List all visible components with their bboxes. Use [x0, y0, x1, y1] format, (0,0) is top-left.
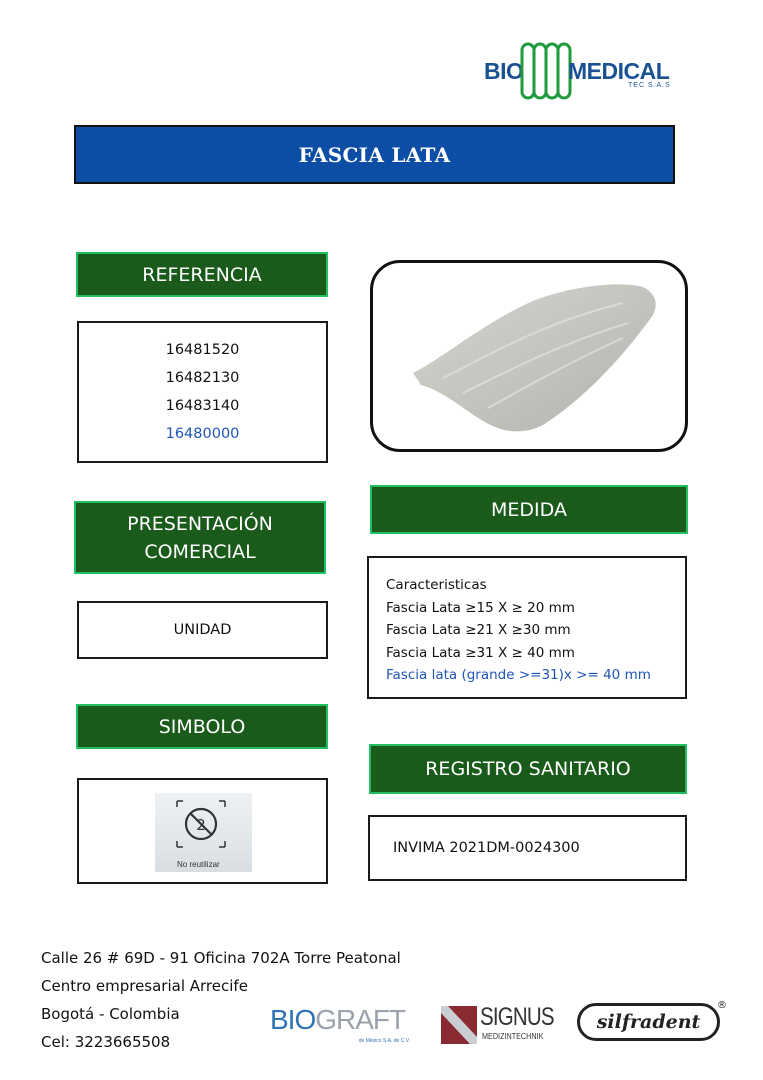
referencia-code: 16483140	[165, 398, 240, 414]
silfradent-pill	[577, 1003, 720, 1041]
logo-helix-icon	[520, 42, 572, 100]
simbolo-box	[77, 778, 328, 884]
logo-subtitle: TEC S.A.S	[628, 82, 671, 89]
product-title: FASCIA LATA	[298, 142, 451, 167]
address-line: Calle 26 # 69D - 91 Oficina 702A Torre Peatonal	[41, 949, 401, 967]
signus-text: SIGNUS	[480, 1003, 554, 1031]
signus-logo	[440, 1003, 554, 1047]
registro-value: INVIMA 2021DM-0024300	[393, 840, 580, 856]
medida-line: Fascia Lata ≥21 X ≥30 mm	[386, 622, 571, 638]
biograft-subtitle: de México S.A. de C.V.	[358, 1038, 410, 1044]
referencia-code-highlight: 16480000	[165, 426, 240, 442]
logo-text-right: MEDICAL	[568, 58, 670, 84]
phone-number: Cel: 3223665508	[41, 1033, 171, 1051]
symbol-label: No reutilizar	[177, 860, 220, 869]
silfradent-registered-mark: ®	[717, 1000, 727, 1011]
referencia-code: 16482130	[165, 370, 240, 386]
biograft-text-a: BIO	[270, 1004, 316, 1035]
product-title-bar	[74, 125, 675, 184]
presentacion-header-line1: PRESENTACIÓN	[127, 512, 273, 535]
symbol-image	[155, 793, 252, 872]
biomedical-logo	[482, 40, 677, 102]
referencia-box	[77, 321, 328, 463]
registro-header-label: REGISTRO SANITARIO	[425, 758, 631, 780]
logo-text-left: BIO	[484, 58, 524, 84]
presentacion-value: UNIDAD	[173, 622, 232, 638]
biograft-text-b: GRAFT	[315, 1004, 406, 1035]
simbolo-header-label: SIMBOLO	[158, 715, 246, 738]
address-line: Bogotá - Colombia	[41, 1005, 180, 1023]
registro-box	[368, 815, 687, 881]
referencia-header-label: REFERENCIA	[142, 263, 262, 286]
medida-header-label: MEDIDA	[491, 498, 567, 521]
silfradent-text: silfradent	[596, 1011, 701, 1033]
medida-line: Fascia Lata ≥15 X ≥ 20 mm	[386, 599, 575, 616]
medida-line-highlight: Fascia lata (grande >=31)x >= 40 mm	[386, 667, 651, 683]
fascia-lata-image	[373, 263, 685, 449]
presentacion-box	[77, 601, 328, 659]
silfradent-logo	[577, 1000, 727, 1044]
referencia-code: 16481520	[165, 342, 240, 358]
medida-header	[370, 485, 688, 534]
biograft-logo	[270, 1004, 412, 1044]
biograft-logo-text	[270, 1004, 405, 1036]
product-image-frame	[370, 260, 688, 452]
referencia-header	[76, 252, 328, 297]
presentacion-header	[74, 501, 326, 574]
address-line: Centro empresarial Arrecife	[41, 977, 248, 995]
do-not-reuse-icon	[173, 799, 229, 849]
svg-text:2: 2	[196, 816, 206, 834]
medida-box	[367, 556, 687, 699]
simbolo-header	[76, 704, 328, 749]
medida-line: Fascia Lata ≥31 X ≥ 40 mm	[386, 644, 575, 661]
registro-header	[369, 744, 687, 794]
medida-line: Caracteristicas	[386, 577, 487, 593]
presentacion-header-line2: COMERCIAL	[144, 540, 256, 563]
signus-subtitle: MEDIZINTECHNIK	[482, 1031, 544, 1041]
signus-mark-icon	[440, 1005, 478, 1045]
